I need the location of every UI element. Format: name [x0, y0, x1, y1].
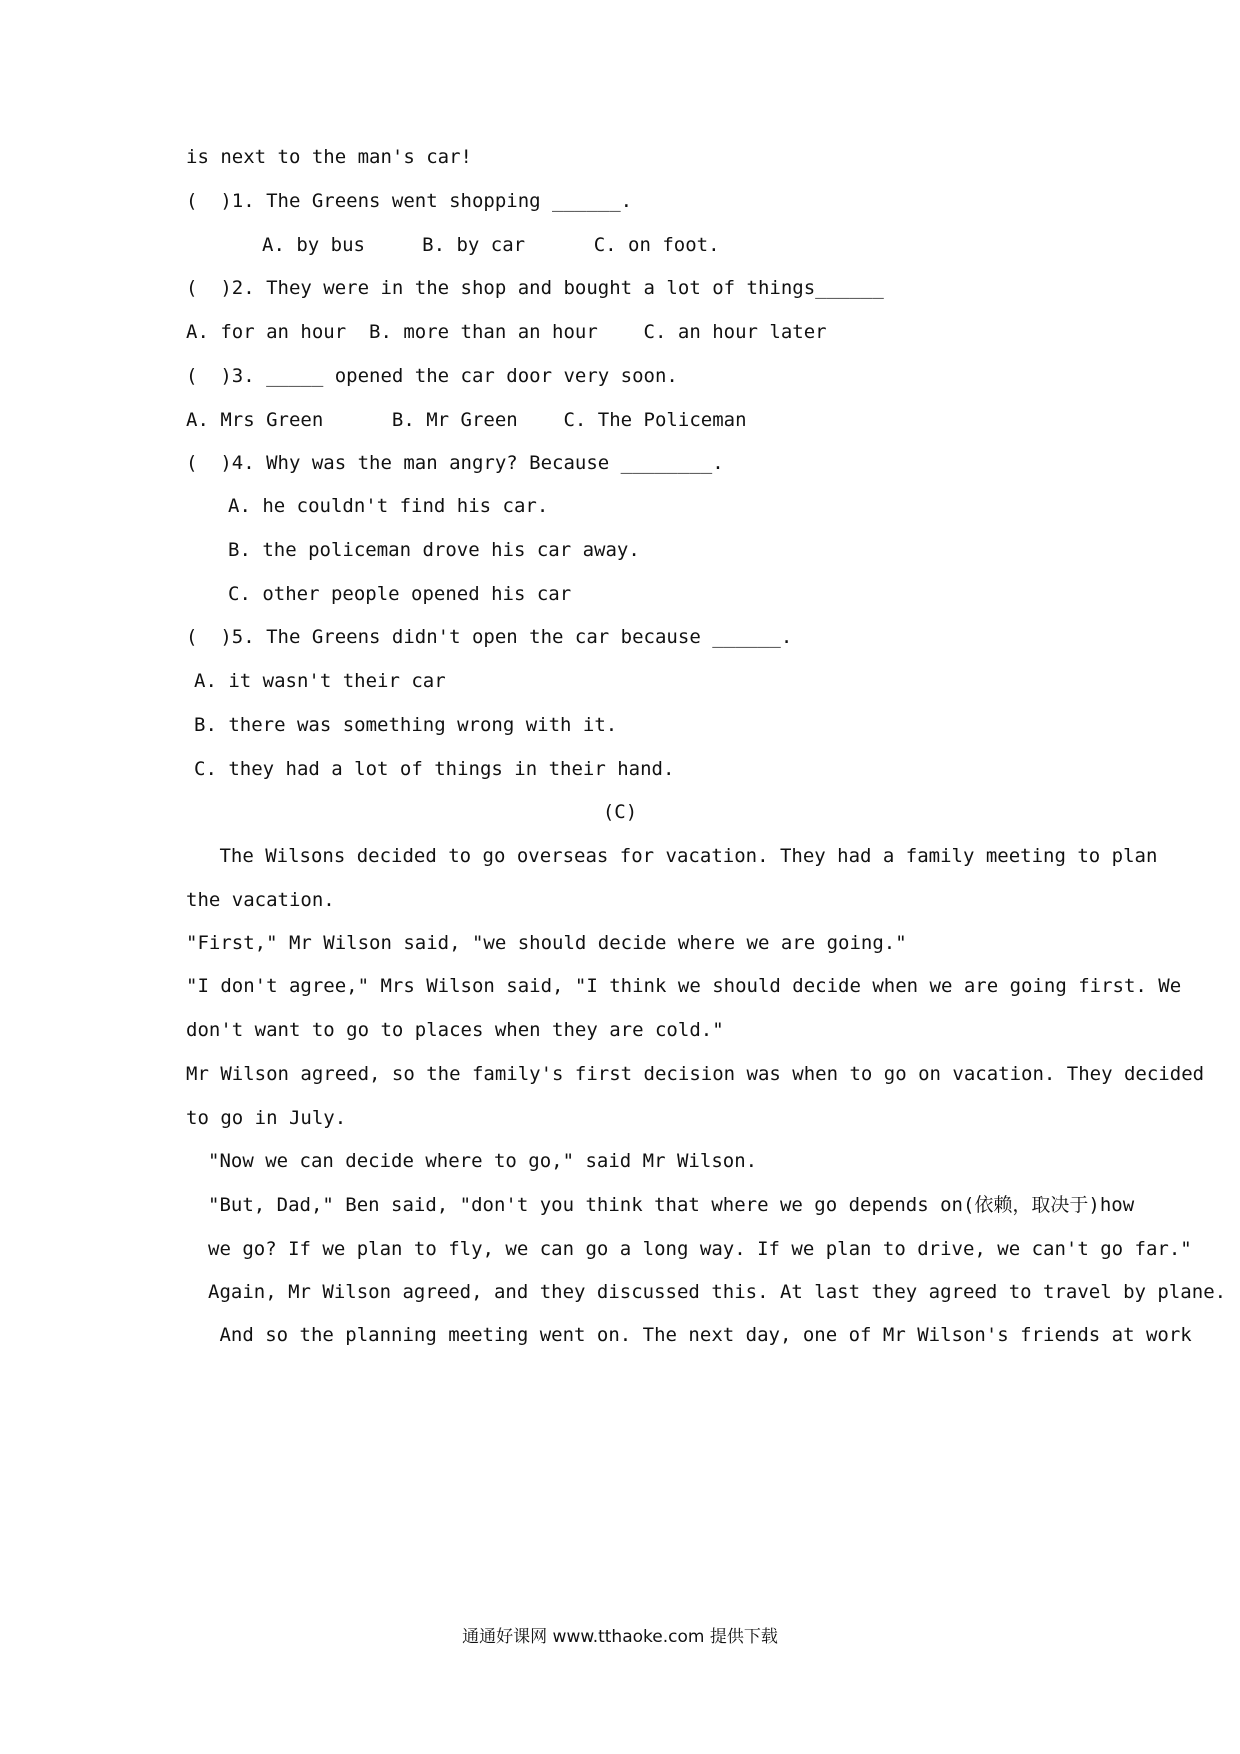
- passage-line: "Now we can decide where to go," said Mr Wilson.: [208, 1150, 758, 1172]
- passage-line: The Wilsons decided to go overseas for vacation. They had a family meeting to plan: [208, 845, 1158, 867]
- text-line: is next to the man's car!: [186, 146, 472, 168]
- passage-line: don't want to go to places when they are cold.": [186, 1019, 724, 1041]
- passage-line: we go? If we plan to fly, we can go a long way. If we plan to drive, we can't go far.": [208, 1238, 1192, 1260]
- question-1-options: A. by bus B. by car C. on foot.: [262, 234, 720, 256]
- question-5-option-a: A. it wasn't their car: [194, 670, 446, 692]
- question-4-option-a: A. he couldn't find his car.: [228, 495, 549, 517]
- question-5-option-c: C. they had a lot of things in their hand.: [194, 758, 675, 780]
- question-1: ( )1. The Greens went shopping ______.: [186, 190, 633, 212]
- passage-line: Again, Mr Wilson agreed, and they discussed this. At last they agreed to travel by plane.: [208, 1281, 1227, 1303]
- page-footer: 通通好课网 www.tthaoke.com 提供下载: [462, 1627, 778, 1647]
- question-5: ( )5. The Greens didn't open the car because ______.: [186, 626, 793, 648]
- passage-line: "But, Dad," Ben said, "don't you think that where we go depends on(依赖，取决于)how: [208, 1194, 1135, 1216]
- passage-line: to go in July.: [186, 1107, 347, 1129]
- question-5-option-b: B. there was something wrong with it.: [194, 714, 618, 736]
- passage-line: the vacation.: [186, 889, 335, 911]
- question-2-options: A. for an hour B. more than an hour C. an hour later: [186, 321, 827, 343]
- question-2: ( )2. They were in the shop and bought a lot of things______: [186, 277, 884, 299]
- question-4: ( )4. Why was the man angry? Because ________.: [186, 452, 724, 474]
- question-3: ( )3. _____ opened the car door very soon.: [186, 365, 678, 387]
- question-4-option-c: C. other people opened his car: [228, 583, 572, 605]
- passage-line: "I don't agree," Mrs Wilson said, "I think we should decide when we are going first. We: [186, 975, 1182, 997]
- passage-line: Mr Wilson agreed, so the family's first decision was when to go on vacation. They decided: [186, 1063, 1205, 1085]
- passage-line: And so the planning meeting went on. The next day, one of Mr Wilson's friends at work: [208, 1324, 1192, 1346]
- section-heading: (C): [602, 801, 638, 823]
- question-4-option-b: B. the policeman drove his car away.: [228, 539, 640, 561]
- passage-line: "First," Mr Wilson said, "we should decide where we are going.": [186, 932, 907, 954]
- question-3-options: A. Mrs Green B. Mr Green C. The Policeman: [186, 409, 747, 431]
